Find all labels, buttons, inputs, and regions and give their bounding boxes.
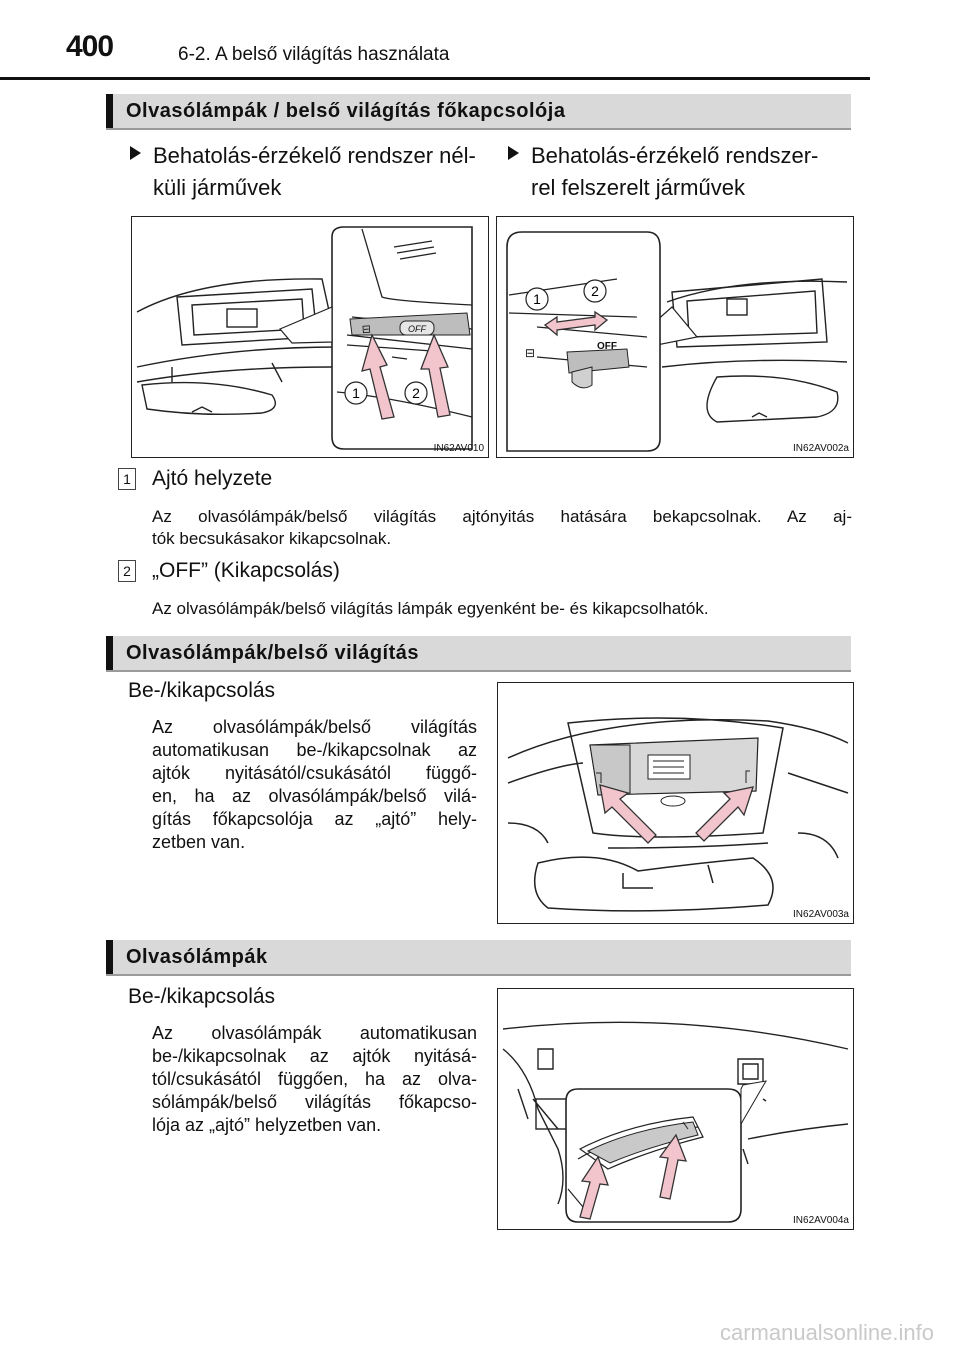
section-heading-text: Olvasólámpák / belső világítás főkapcsolója <box>126 100 566 122</box>
callout-2: 2 <box>591 283 599 299</box>
column-heading-line: küli járművek <box>153 175 282 200</box>
column-heading-line: Behatolás-érzékelő rendszer nél- <box>153 143 476 168</box>
item-number-box: 1 <box>118 468 136 490</box>
svg-text:⊟: ⊟ <box>361 323 372 336</box>
figure-switch-with-intrusion-sensor <box>496 216 854 458</box>
off-label: OFF <box>408 324 426 334</box>
item-title: Ajtó helyzete <box>152 467 273 490</box>
running-header: 6-2. A belső világítás használata <box>178 44 450 65</box>
section-heading-text: Olvasólámpák/belső világítás <box>126 642 420 664</box>
overhead-console-illustration <box>498 683 853 923</box>
page-number: 400 <box>66 30 114 63</box>
callout-1: 1 <box>533 291 541 307</box>
callout-1: 1 <box>352 385 360 401</box>
paragraph-line: zetben van. <box>152 832 246 852</box>
paragraph <box>152 716 477 854</box>
figure-switch-without-intrusion-sensor <box>131 216 489 458</box>
column-heading-left <box>130 140 490 204</box>
paragraph-line: en, ha az olvasólámpák/belső vilá- <box>152 786 477 806</box>
item-description-line: Az olvasólámpák/belső világítás ajtónyitás hatására bekapcsolnak. Az aj- <box>152 507 852 526</box>
section-heading-text: Olvasólámpák <box>126 946 268 968</box>
paragraph-line: tól/csukásától függően, ha az olva- <box>152 1069 477 1089</box>
paragraph <box>152 1022 477 1137</box>
paragraph-line: be-/kikapcsolnak az ajtók nyitásá- <box>152 1046 477 1066</box>
section-heading-main-switch <box>106 94 851 130</box>
paragraph-line: gítás főkapcsolója az „ajtó” hely- <box>152 809 477 829</box>
subsection-title: Be-/kikapcsolás <box>128 985 276 1008</box>
paragraph-line: automatikusan be-/kikapcsolnak az <box>152 740 477 760</box>
figure-code: IN62AV010 <box>433 443 484 454</box>
item-description <box>152 506 852 550</box>
paragraph-line: ajtók nyitásától/csukásától függő- <box>152 763 477 783</box>
off-label: OFF <box>597 341 617 352</box>
paragraph-line: Az olvasólámpák/belső világítás <box>152 717 477 737</box>
triangle-bullet-icon <box>130 146 141 160</box>
figure-rear-reading-lights <box>497 988 854 1230</box>
figure-interior-light-switches <box>497 682 854 924</box>
subsection-title: Be-/kikapcsolás <box>128 679 276 702</box>
svg-text:⊟: ⊟ <box>525 346 536 360</box>
paragraph-line: Az olvasólámpák automatikusan <box>152 1023 477 1043</box>
item-title: „OFF” (Kikapcsolás) <box>152 559 340 582</box>
item-description-line: Az olvasólámpák/belső világítás lámpák egyenként be- és kikapcsolhatók. <box>152 599 709 618</box>
item-number-box: 2 <box>118 560 136 582</box>
column-heading-line: Behatolás-érzékelő rendszer- <box>531 143 819 168</box>
pink-arrow-icon <box>696 787 753 841</box>
triangle-bullet-icon <box>508 146 519 160</box>
callout-2: 2 <box>412 385 420 401</box>
section-heading-interior-lights <box>106 636 851 672</box>
header-rule <box>0 77 870 80</box>
watermark: carmanualsonline.info <box>719 1320 934 1345</box>
overhead-console-illustration <box>132 217 488 457</box>
item-description <box>152 598 852 620</box>
figure-code: IN62AV004a <box>793 1215 849 1226</box>
paragraph-line: lója az „ajtó” helyzetben van. <box>152 1115 382 1135</box>
section-heading-reading-lights <box>106 940 851 976</box>
item-description-line: tók becsukásakor kikapcsolnak. <box>152 529 392 548</box>
overhead-console-illustration <box>497 217 853 457</box>
figure-code: IN62AV003a <box>793 909 849 920</box>
rear-ceiling-illustration <box>498 989 853 1229</box>
column-heading-line: rel felszerelt járművek <box>531 175 745 200</box>
column-heading-right <box>508 140 853 204</box>
paragraph-line: sólámpák/belső világítás főkapcso- <box>152 1092 477 1112</box>
figure-code: IN62AV002a <box>793 443 849 454</box>
